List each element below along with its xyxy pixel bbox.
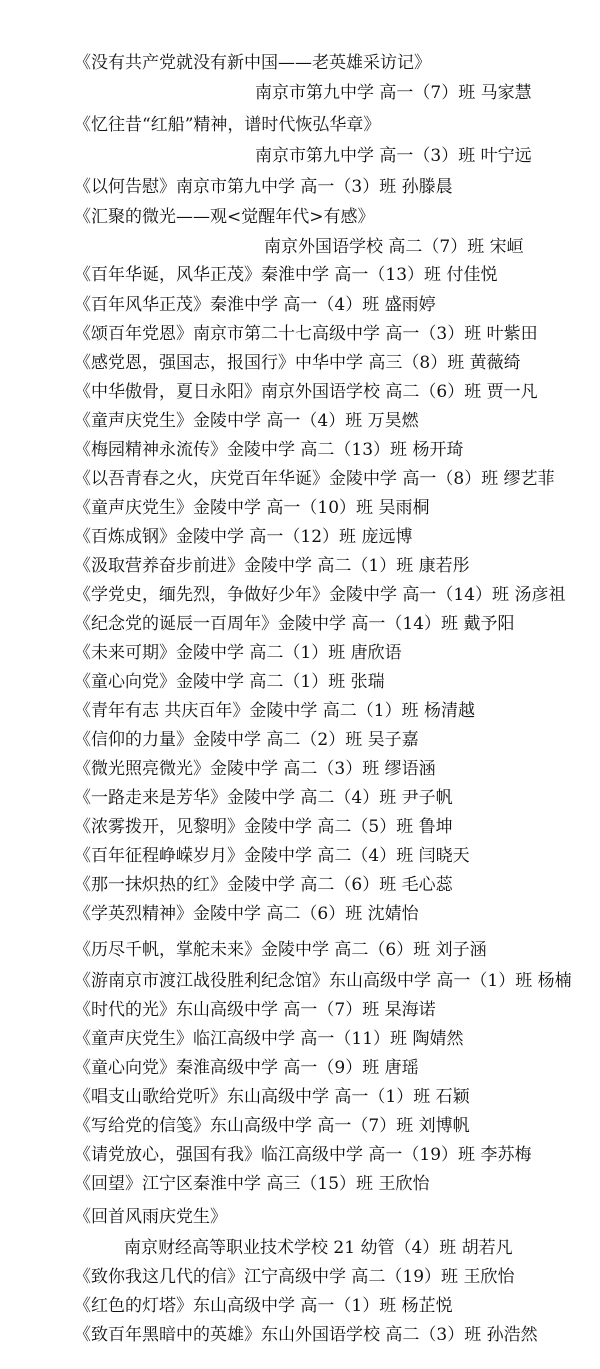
text-line: 《颂百年党恩》南京市第二十七高级中学 高一（3）班 叶紫田 — [74, 324, 538, 344]
text-line: 《纪念党的诞辰一百周年》金陵中学 高一（14）班 戴予阳 — [74, 614, 515, 634]
text-line: 《百年征程峥嵘岁月》金陵中学 高二（4）班 闫晓天 — [74, 846, 470, 866]
text-line: 《浓雾拨开，见黎明》金陵中学 高二（5）班 鲁坤 — [74, 817, 453, 837]
text-line: 《中华傲骨，夏日永阳》南京外国语学校 高二（6）班 贾一凡 — [74, 382, 538, 402]
text-line: 《致你我这几代的信》江宁高级中学 高二（19）班 王欣怡 — [74, 1267, 515, 1287]
text-line: 《百年风华正茂》秦淮中学 高一（4）班 盛雨婷 — [74, 295, 436, 315]
text-line: 《忆往昔“红船”精神，谱时代恢弘华章》 — [74, 115, 381, 135]
text-line: 《童心向党》秦淮高级中学 高一（9）班 唐瑶 — [74, 1058, 419, 1078]
text-line: 《回首风雨庆党生》 — [74, 1207, 227, 1227]
text-line: 《微光照亮微光》金陵中学 高二（3）班 缪语涵 — [74, 759, 436, 779]
text-line: 《童声庆党生》临江高级中学 高一（11）班 陶婧然 — [74, 1029, 464, 1049]
text-line: 《一路走来是芳华》金陵中学 高二（4）班 尹子帆 — [74, 788, 453, 808]
text-line: 《时代的光》东山高级中学 高一（7）班 杲海诺 — [74, 1000, 436, 1020]
text-line: 《红色的灯塔》东山高级中学 高一（1）班 杨芷悦 — [74, 1296, 453, 1316]
text-line: 《致百年黑暗中的英雄》东山外国语学校 高二（3）班 孙浩然 — [74, 1325, 538, 1345]
text-line: 《百炼成钢》金陵中学 高一（12）班 庞远博 — [74, 527, 413, 547]
text-line: 《童心向党》金陵中学 高二（1）班 张瑞 — [74, 672, 385, 692]
text-line: 《请党放心，强国有我》临江高级中学 高一（19）班 李苏梅 — [74, 1145, 532, 1165]
text-line: 南京市第九中学 高一（3）班 叶宁远 — [255, 146, 532, 166]
text-line: 《回望》江宁区秦淮中学 高三（15）班 王欣怡 — [74, 1174, 430, 1194]
text-line: 《童声庆党生》金陵中学 高一（4）班 万昊燃 — [74, 411, 419, 431]
text-line: 《汇聚的微光——观<觉醒年代>有感》 — [74, 207, 375, 227]
text-line: 《百年华诞，风华正茂》秦淮中学 高一（13）班 付佳悦 — [74, 265, 498, 285]
text-line: 《以何告慰》南京市第九中学 高一（3）班 孙滕晨 — [74, 177, 453, 197]
text-line: 《唱支山歌给党听》东山高级中学 高一（1）班 石颖 — [74, 1087, 470, 1107]
text-line: 《信仰的力量》金陵中学 高二（2）班 吴子嘉 — [74, 730, 419, 750]
text-line: 《梅园精神永流传》金陵中学 高二（13）班 杨开琦 — [74, 440, 464, 460]
text-line: 《写给党的信笺》东山高级中学 高一（7）班 刘博帆 — [74, 1116, 470, 1136]
text-line: 《感党恩，强国志，报国行》中华中学 高三（8）班 黄薇绮 — [74, 353, 521, 373]
text-line: 《那一抹炽热的红》金陵中学 高二（6）班 毛心蕊 — [74, 875, 453, 895]
text-line: 《学英烈精神》金陵中学 高二（6）班 沈婧怡 — [74, 904, 419, 924]
text-line: 《青年有志 共庆百年》金陵中学 高二（1）班 杨清越 — [74, 701, 476, 721]
text-line: 《未来可期》金陵中学 高二（1）班 唐欣语 — [74, 643, 402, 663]
text-line: 南京外国语学校 高二（7）班 宋峘 — [264, 237, 524, 257]
text-line: 《汲取营养奋步前进》金陵中学 高二（1）班 康若彤 — [74, 556, 470, 576]
text-line: 《童声庆党生》金陵中学 高一（10）班 吴雨桐 — [74, 498, 430, 518]
text-line: 《没有共产党就没有新中国——老英雄采访记》 — [74, 53, 431, 73]
text-line: 南京财经高等职业技术学校 21 幼管（4）班 胡若凡 — [124, 1238, 513, 1258]
text-line: 《历尽千帆，掌舵未来》金陵中学 高二（6）班 刘子涵 — [74, 940, 487, 960]
text-line: 《以吾青春之火，庆党百年华诞》金陵中学 高一（8）班 缪艺菲 — [74, 469, 555, 489]
text-line: 《游南京市渡江战役胜利纪念馆》东山高级中学 高一（1）班 杨楠 — [74, 971, 572, 991]
text-line: 《学党史，缅先烈，争做好少年》金陵中学 高一（14）班 汤彦祖 — [74, 585, 566, 605]
text-line: 南京市第九中学 高一（7）班 马家慧 — [255, 83, 532, 103]
